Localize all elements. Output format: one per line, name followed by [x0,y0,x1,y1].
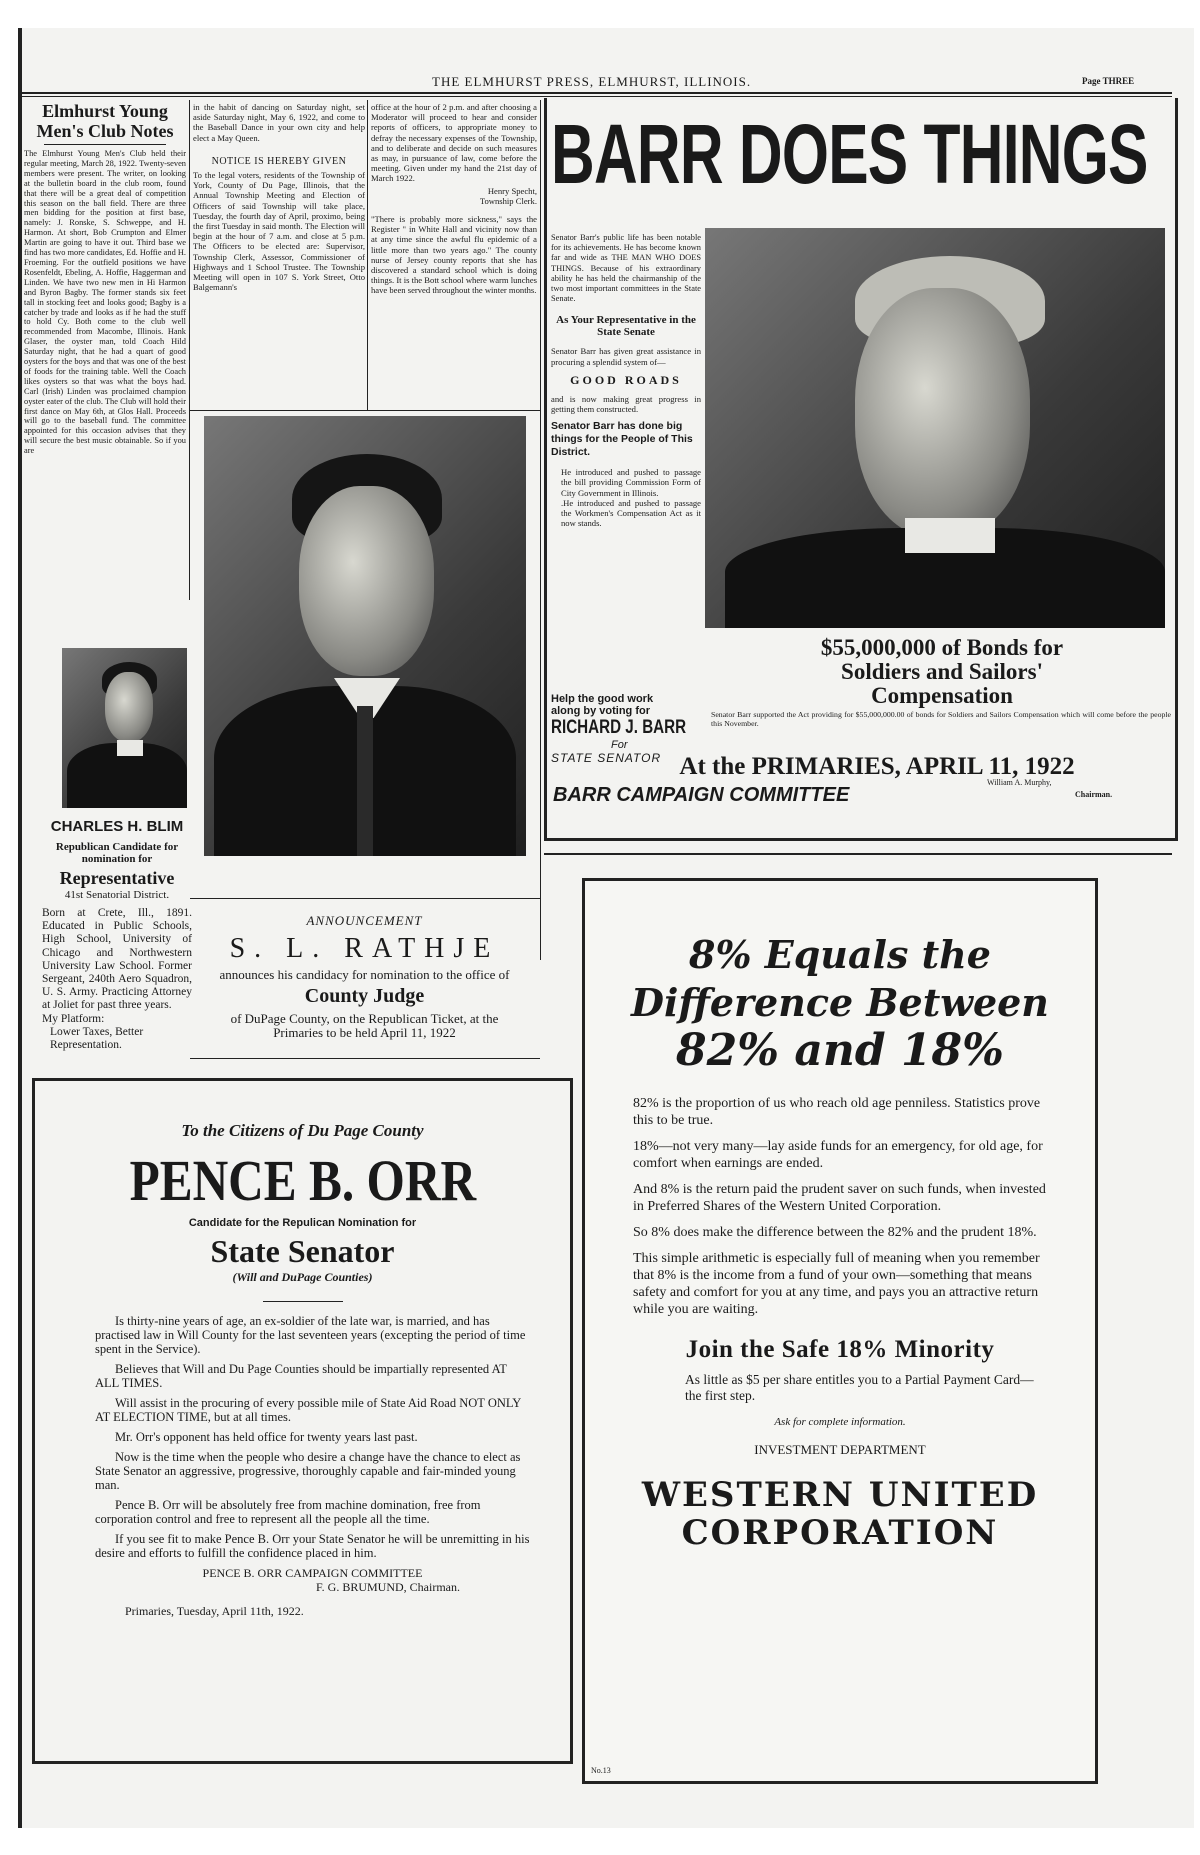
western-join: Join the Safe 18% Minority [685,1336,995,1363]
blim-platform: Lower Taxes, Better Representation. [50,1025,144,1051]
orr-committee: PENCE B. ORR CAMPAIGN COMMITTEE [202,1566,423,1580]
township-column [371,102,537,296]
club-title-line1: Elmhurst Young [42,101,168,121]
blim-ad [42,818,192,1052]
western-ask: Ask for complete information. [774,1416,906,1428]
bonds-line1: $55,000,000 of Bonds for [820,635,1064,660]
western-p3: And 8% is the return paid the prudent saver on such funds, when invested in Preferred Shares of the Western United Corporation. [633,1182,1046,1214]
orr-p5: Now is the time when the people who desire a change have the chance to elect as State Senator an aggressive, progressive, thoroughly capable and fair-minded young man. [95,1450,521,1492]
bonds-body: Senator Barr supported the Act providing for $55,000,000.00 of bonds for Soldiers and Sailors Compensation which will come before the people this November. [711,710,1171,728]
barr-ad [544,98,1178,841]
blim-line2: nomination for [81,853,153,865]
township-signer: Henry Specht, [487,185,537,196]
western-p5: This simple arithmetic is especially full of meaning when you remember that 8% is the income from a fund of your own—something that means safety and comfort for you at any time, and pays you an attractive return while you are waiting. [633,1251,1040,1317]
orr-office: State Senator [210,1233,395,1269]
rathje-announcement [192,913,537,1040]
western-p2: 18%—not very many—lay aside funds for an emergency, for old age, for comfort when earnings are ended. [633,1139,1043,1171]
orr-date: Primaries, Tuesday, April 11th, 1922. [125,1604,304,1618]
bonds-line3: Compensation [871,683,1013,708]
western-ad-number: No.13 [591,1766,611,1775]
blim-bio: Born at Crete, Ill., 1891. Educated in Public Schools, High School, University of Chicago and Northwestern University Law School. Former Sergeant, 240th Aero Squadron, U. S. Army. Practicing Attorney at Joliet for past three years. [42,907,192,1012]
blim-district: 41st Senatorial District. [64,889,170,901]
club-article [24,101,186,456]
blim-office: Representative [59,868,175,888]
rathje-line1: announces his candidacy for nomination to the office of [219,967,510,982]
orr-p1: Is thirty-nine years of age, an ex-soldier of the late war, is married, and has practised law in Will County for the last seventeen years (excepting the period of time spent in the Service). [95,1314,526,1356]
western-p4: So 8% does make the difference between the 82% and the prudent 18%. [633,1225,1037,1240]
orr-name: PENCE B. ORR [129,1151,476,1211]
barr-for: For [611,739,628,751]
blim-portrait [62,648,187,808]
barr-candidate: RICHARD J. BARR [551,717,687,738]
western-headline-3: 82% and 18% [676,1025,1004,1076]
barr-item1: He introduced and pushed to passage the bill providing Commission Form of City Government in Illinois. [561,467,701,498]
orr-salutation: To the Citizens of Du Page County [181,1121,424,1140]
barr-chairman-title: Chairman. [1075,790,1113,799]
orr-counties: (Will and DuPage Counties) [232,1270,373,1284]
western-headline [585,931,1095,1075]
rathje-office: County Judge [304,985,425,1007]
western-united-ad [582,878,1098,1784]
orr-p4: Mr. Orr's opponent has held office for twenty years last past. [115,1430,418,1444]
western-p1: 82% is the proportion of us who reach old age penniless. Statistics prove this to be true. [633,1096,1041,1128]
barr-help-2: along by voting for [551,705,650,717]
orr-p2: Believes that Will and Du Page Counties should be impartially represented AT ALL TIMES. [95,1362,507,1390]
barr-portrait [705,228,1165,628]
dance-text: in the habit of dancing on Saturday night, set aside Saturday night, May 6, 1922, and come to the Baseball Dance in your own city and help elect a May Queen. [193,102,365,143]
orr-p3: Will assist in the procuring of every possible mile of State Aid Road NOT ONLY AT ELECTION TIME, but at all times. [95,1396,521,1424]
orr-candidate-line: Candidate for the Repulican Nomination for [188,1217,417,1229]
barr-bonds [711,636,1173,708]
western-corp-2: CORPORATION [681,1513,999,1553]
rathje-portrait [204,416,526,856]
club-body: The Elmhurst Young Men's Club held their regular meeting, March 28, 1922. Twenty-seven members were present. The writer, on looking at the bulletin board in the club room, found that there will be a great deal of competition this season on the ball field. There are three men bidding for the position at first base, namely: J. Ronske, S. Schweppe, and H. Harmon. At short, Bob Crumpton and Elmer Martin are going to have it out. Third base we find has two more candidates, Ed. Hoffie and H. Froeming. For the outfield positions we have Rosenfeldt, Ebeling, A. Hoffie, Haggerman and Linden. We have two new men in Hi Harmon and Byron Bagby. The former stands six feet tall in stocking feet and looks good; Bagby is a catcher by trade and looks as if he had the stuff to hold Cy. Both come to the club well recommended from Macombe, Illinois. Hank Glaser, the oyster man, told Coach Hild Saturday night, that he had a quart of good oysters for the boys and that was one of the best of foods for the training table. Well the Coach likes oysters so that was what the boys had. Carl (Irish) Linden was proclaimed champion oyster eater of the club. The Club will hold their first dance on May 6th, at Glos Hall. Proceeds will go to the baseball fund. The committee appointed for this occasion advises that they will secure the best music obtainable. So if you are [24,149,186,456]
western-dept: INVESTMENT DEPARTMENT [754,1442,926,1457]
barr-rep-heading: As Your Representative in the State Senate [556,314,696,339]
barr-chairman-name: William A. Murphy, [987,778,1052,787]
bonds-line2: Soldiers and Sailors' [841,659,1043,684]
barr-help-1: Help the good work [551,693,654,705]
barr-rep-body: Senator Barr has given great assistance in procuring a splendid system of— [551,346,701,367]
western-corp-1: WESTERN UNITED [641,1475,1039,1515]
rathje-label: ANNOUNCEMENT [306,913,423,928]
notice-heading: NOTICE IS HEREBY GIVEN [211,156,347,167]
western-p6: As little as $5 per share entitles you to a Partial Payment Card—the first step. [685,1372,1034,1403]
page-number: Page THREE [1082,76,1135,86]
barr-item2: .He introduced and pushed to passage the Workmen's Compensation Act as it now stands. [561,497,701,529]
newspaper-page [18,28,1194,1828]
masthead-title: THE ELMHURST PRESS, ELMHURST, ILLINOIS. [432,74,752,89]
blim-platform-label: My Platform: [42,1012,105,1025]
barr-big-things: Senator Barr has done big things for the People of This District. [551,420,693,459]
barr-roads-body: and is now making great progress in getting them constructed. [551,393,701,415]
barr-intro: Senator Barr's public life has been notable for its achievements. He has become known far and wide as THE MAN WHO DOES THINGS. Because of his extraordinary ability he has held the chairmanship of the two most important committees in the State Senate. [551,233,701,304]
club-title-line2: Men's Club Notes [36,121,174,141]
western-headline-2: Difference Between [631,980,1049,1025]
sickness-item: "There is probably more sickness," says the Register " in White Hall and vicinity now than at any time since the awful flu epidemic of a little more than two years ago." The county nurse of Jersey county reports that she has discovered a standard school which is doing things. It is the Bott school where warm lunches have been served throughout the winter months. [371,214,537,296]
orr-ad [32,1078,573,1764]
blim-name: CHARLES H. BLIM [50,818,184,835]
notice [193,156,365,292]
barr-headline: BARR DOES THINGS [551,107,1148,201]
orr-chairman: F. G. BRUMUND, Chairman. [315,1580,460,1594]
western-corp [585,1476,1095,1552]
western-headline-1: 8% Equals the [689,932,991,977]
barr-primaries: At the PRIMARIES, APRIL 11, 1922 [679,753,1075,780]
notice-body: To the legal voters, residents of the Township of York, County of Du Page, Illinois, that the Annual Township Meeting and Election of Officers of said Township will take place, Tuesday, the fourth day of April, proximo, being the first Tuesday in said month. The Election will begin at the hour of 7 a.m. and close at 5 p.m. The Officers to be elected are: Supervisor, Township Clerk, Assessor, Commissioner of Highways and 1 School Trustee. The Township Meeting will open in 107 S. York Street, Otto Balgemann's [193,170,365,293]
blim-line1: Republican Candidate for [55,841,179,853]
barr-good-roads: GOOD ROADS [570,372,682,387]
orr-p6: Pence B. Orr will be absolutely free from machine domination, free from corporation control and free to represent all the people all the time. [95,1498,481,1526]
township-signer-title: Township Clerk. [479,195,537,206]
barr-office: STATE SENATOR [551,751,662,765]
barr-committee: BARR CAMPAIGN COMMITTEE [553,784,850,806]
township-body: office at the hour of 2 p.m. and after choosing a Moderator will proceed to hear and consider reports of officers, to appropriate money to defray the necessary expenses of the Township, and to deliberate and decide on such measures as may, in pursuance of law, come before the meeting. Given under my hand the 21st day of March 1922. [371,102,537,184]
orr-p7: If you see fit to make Pence B. Orr your State Senator he will be unremitting in his desire and efforts to fulfill the confidence placed in him. [95,1532,530,1560]
rathje-name: S. L. RATHJE [229,933,500,964]
rathje-line2: of DuPage County, on the Republican Ticket, at the Primaries to be held April 11, 1922 [230,1011,499,1040]
